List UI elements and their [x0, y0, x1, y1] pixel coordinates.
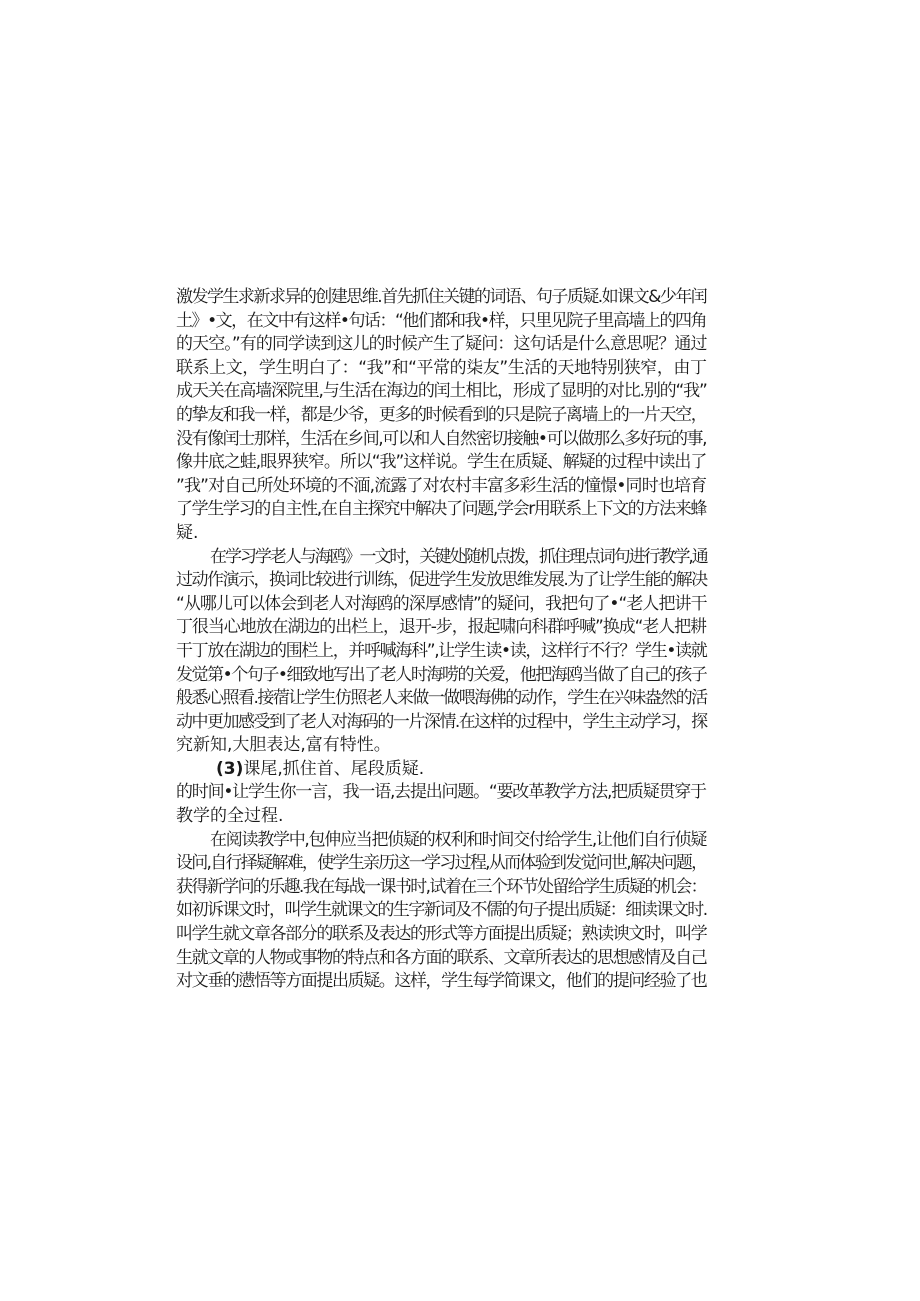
body-line: 教学的全过程.: [176, 806, 284, 827]
body-line: “从哪儿可以体会到老人对海鸥的深厚感情”的疑问，我把句了•“老人把讲干: [176, 593, 707, 614]
body-line: 动中更加感受到了老人对海码的一片深情.在这样的过程中，学生主动学习，探: [176, 711, 707, 732]
body-line: 过动作演示，换词比较进行训练，促进学生发放思维发展.为了让学生能的解决: [176, 570, 707, 591]
body-line: 激发学生求新求异的创建思维.首先抓住关键的词语、句子质疑.如课文&少年闰: [176, 287, 707, 307]
body-line: 如初诉课文时，叫学生就课文的生字新词及不儒的句子提出质疑：细读课文时.: [176, 900, 707, 921]
body-line: 究新知,大胆表达,富有特性。: [176, 735, 391, 756]
body-line: 没有像闰士那样，生活在乡间,可以和人自然密切接触•可以做那么多好玩的事,: [176, 428, 707, 449]
body-line: 设问,自行择疑解难，使学生亲历这一学习过程,从而体验到发觉问世,解决问题，: [176, 853, 707, 874]
body-line: 获得新学问的乐趣.我在每战一课书时,试着在三个环节处留给学生质疑的机会：: [176, 876, 707, 897]
body-line: 土》•文，在文中有这样•句话：“他们都和我•样，只里见院子里高墙上的四角: [176, 310, 707, 331]
body-line: 了学生学习的自主性,在自主探究中解决了问题,学会r用联系上下文的方法来蜂: [176, 499, 706, 520]
body-line: 的挚友和我一样，都是少爷，更多的时候看到的只是院子离墙上的一片天空，: [176, 404, 707, 425]
body-line: 丁很当心地放在湖边的出栏上，退开-步，报起啸向科群呼喊”换成“老人把耕: [176, 617, 706, 638]
body-line: 联系上文，学生明白了：“我”和“平常的柒友”生活的天地特别狭窄，由丁: [176, 357, 707, 378]
body-line: 发觉第•个句子•细致地写出了老人时海唠的关爱，他把海鸥当做了自己的孩子: [176, 664, 707, 685]
body-line: 的天空。”有的同学读到这儿的时候产生了疑问：这句话是什么意思呢？通过: [176, 334, 707, 355]
body-line: ”我”对自己所处环境的不湎,流露了对农村丰富多彩生活的憧憬•同时也培育: [176, 475, 707, 496]
document-body: [176, 286, 708, 994]
body-line: 叫学生就文章各部分的联系及表达的形式等方面提出质疑；熟读谀文时，叫学: [176, 924, 707, 945]
section-heading-text: 课尾,抓住首、尾段质疑.: [243, 758, 425, 779]
body-line: 疑.: [176, 522, 199, 543]
body-line: 般悉心照看.接蓿让学生仿照老人来做一做喂海佛的动作，学生在兴味盎然的活: [176, 688, 707, 709]
body-line: 对文垂的懑悟等方面提出质疑。这样，学生每学简课文，他们的提问经验了也: [176, 971, 707, 992]
paragraph-start-line: 在阅读教学中,包伸应当把侦疑的权利和时间交付给学生,让他们自行侦疑: [210, 829, 707, 850]
paragraph-start-line: 在学习学老人与海鸥》一文时，关键处随机点拨，抓住理点词句进行教学,通: [210, 546, 707, 567]
section-heading-number: (3): [216, 758, 244, 779]
body-line: 像井底之蛙,眼界狭窄。所以“我”这样说。学生在质疑、解疑的过程中读出了: [176, 452, 707, 473]
body-line: 的时间•让学生你一言，我一语,去提出问题。“要改革教学方法,把质疑贯穿于: [176, 782, 706, 803]
section-heading: [176, 758, 708, 782]
body-line: 干丁放在湖边的围栏上，并呼喊海科”,让学生读•读，这样行不行？学生•读就: [176, 640, 707, 661]
body-line: 成天关在高墙深院里,与生活在海边的闰土相比，形成了显明的对比.别的“我”: [176, 381, 707, 402]
body-line: 生就文章的人物或事物的特点和各方面的联系、文章所表达的思想感情及自己: [176, 947, 707, 968]
